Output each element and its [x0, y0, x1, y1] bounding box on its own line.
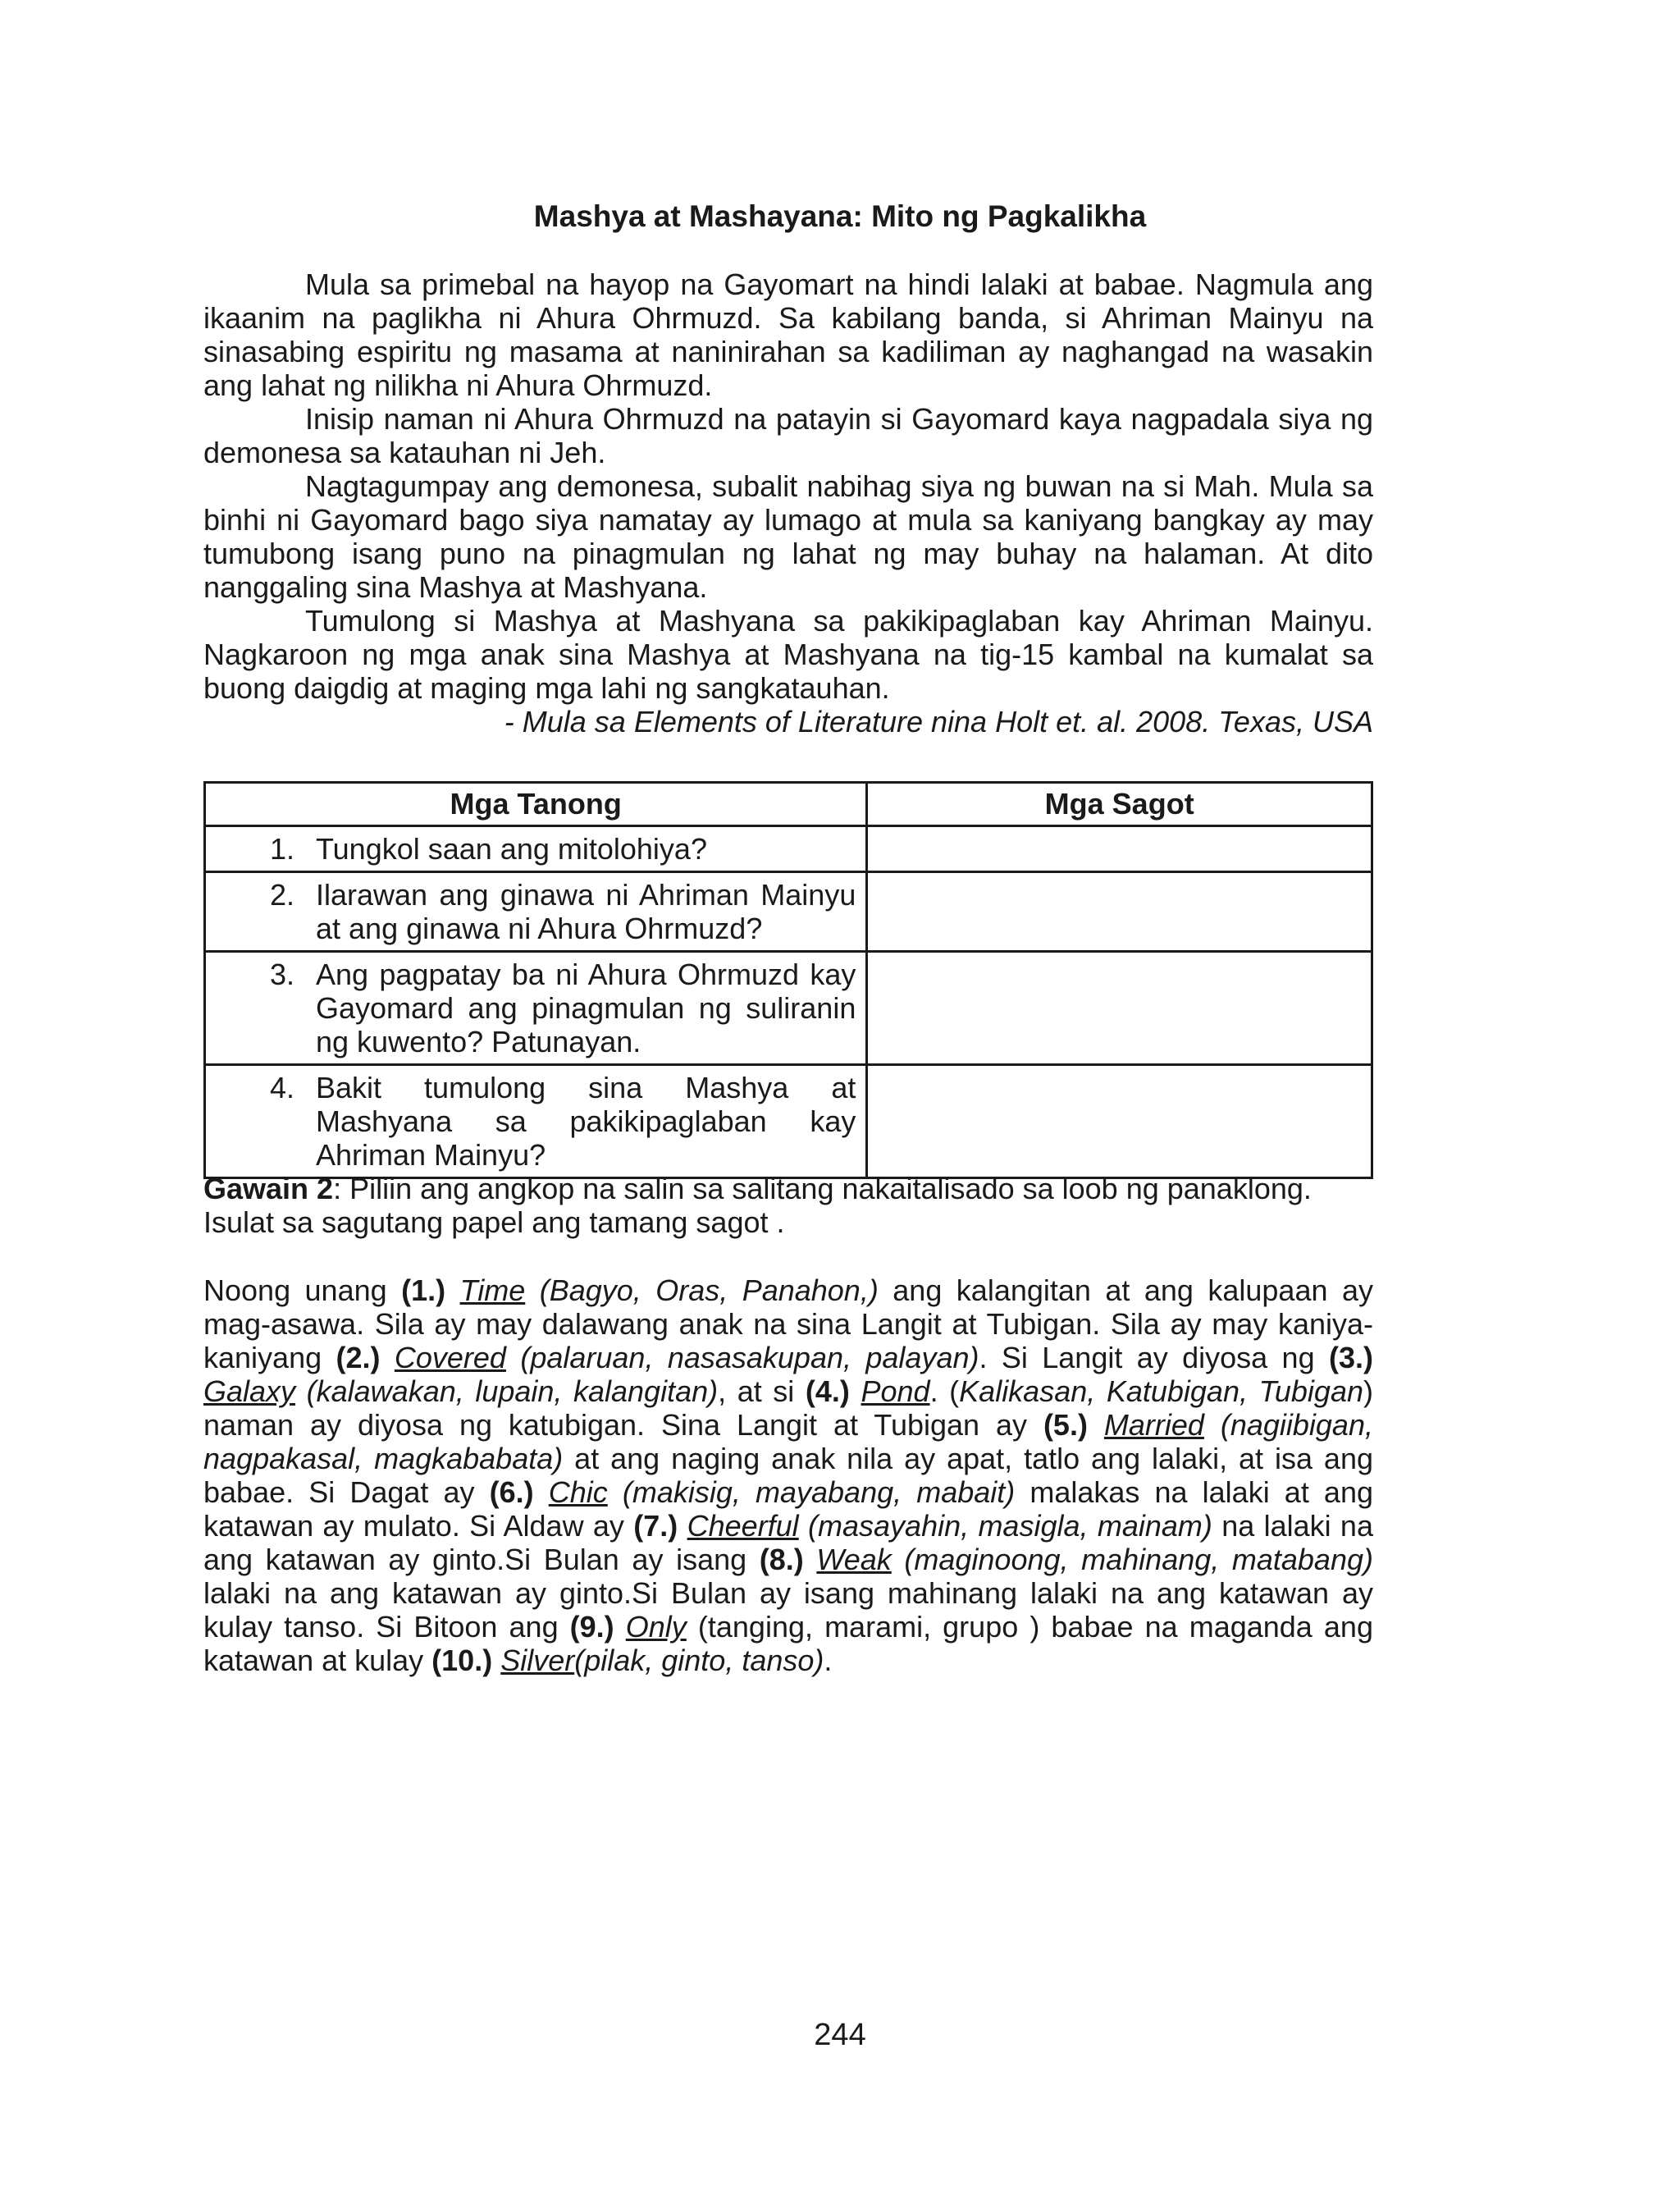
question-text: Bakit tumulong sina Mashya at Mashyana sa pakikipaglaban kay Ahriman Mainyu?	[316, 1071, 856, 1172]
cloze-text: babae na maganda ang katawan at kulay	[203, 1610, 1373, 1677]
story-paragraph: Inisip naman ni Ahura Ohrmuzd na patayin si Gayomard kaya nagpadala siya ng demonesa sa katauhan ni Jeh.	[203, 402, 1373, 469]
answer-blank[interactable]: Cheerful	[687, 1509, 799, 1543]
cloze-text: malakas na lalaki at ang katawan ay mulato. Si Aldaw ay	[203, 1475, 1373, 1543]
question-number: 3.	[269, 958, 294, 991]
blank-number: (8.)	[759, 1543, 804, 1576]
choice-options: (tanging, marami, grupo )	[697, 1610, 1040, 1644]
questions-header: Mga Tanong	[205, 783, 867, 826]
question-number: 4.	[269, 1071, 294, 1104]
table-row	[205, 826, 1372, 872]
cloze-text: , at si	[718, 1374, 806, 1408]
blank-number: (2.)	[336, 1341, 381, 1374]
answer-blank[interactable]: Silver	[500, 1644, 575, 1677]
cloze-text: ang kalangitan at ang kalupaan ay mag-asawa. Sila ay may dalawang anak na sina Langit at Tubigan. Sila ay may kaniya-kaniyang	[203, 1273, 1373, 1374]
page-title: Mashya at Mashayana: Mito ng Pagkalikha	[533, 199, 1147, 233]
choice-options: Kalikasan, Katubigan, Tubigan	[959, 1374, 1363, 1408]
answer-cell[interactable]	[867, 952, 1372, 1065]
question-cell	[205, 952, 867, 1065]
cloze-passage	[203, 1273, 1373, 1677]
answer-blank[interactable]: Time	[459, 1273, 526, 1307]
choice-options: (kalawakan, lupain, kalangitan)	[306, 1374, 719, 1408]
cloze-text: lalaki na ang katawan ay ginto.Si Bulan ay isang mahinang lalaki na ang katawan ay kulay tanso. Si Bitoon ang	[203, 1576, 1373, 1644]
cloze-text: . Si Langit ay diyosa ng	[979, 1341, 1329, 1374]
answer-blank[interactable]: Covered	[394, 1341, 506, 1374]
story-paragraph: Tumulong si Mashya at Mashyana sa pakikipaglaban kay Ahriman Mainyu. Nagkaroon ng mga anak sina Mashya at Mashyana na tig-15 kambal na kumalat sa buong daigdig at maging mga lahi ng sangkatauhan.	[203, 604, 1373, 705]
blank-number: (4.)	[805, 1374, 850, 1408]
cloze-text: Noong unang	[203, 1273, 402, 1307]
question-text: Tungkol saan ang mitolohiya?	[316, 832, 707, 866]
blank-number: (5.)	[1043, 1408, 1088, 1442]
table-row	[205, 872, 1372, 952]
answer-blank[interactable]: Pond	[861, 1374, 930, 1408]
table-row	[205, 952, 1372, 1065]
cloze-text: . (	[929, 1374, 960, 1408]
task-2-instructions	[203, 1172, 1373, 1239]
answer-blank[interactable]: Married	[1103, 1408, 1204, 1442]
cloze-text: at ang naging anak nila ay apat, tatlo ang lalaki, at isa ang babae. Si Dagat ay	[203, 1442, 1373, 1509]
question-cell	[205, 826, 867, 872]
choice-options: (nagiibigan, nagpakasal, magkababata)	[203, 1408, 1373, 1475]
question-number: 2.	[269, 878, 294, 912]
cloze-text: .	[824, 1644, 833, 1677]
question-text: Ang pagpatay ba ni Ahura Ohrmuzd kay Gayomard ang pinagmulan ng suliranin ng kuwento? Patunayan.	[316, 958, 856, 1058]
task-2-label: Gawain 2	[203, 1172, 334, 1205]
answer-blank[interactable]: Weak	[816, 1543, 892, 1576]
cloze-text: ) naman ay diyosa ng katubigan. Sina Langit at Tubigan ay	[203, 1374, 1373, 1442]
cloze-text: na lalaki na ang katawan ay ginto.Si Bulan ay isang	[203, 1509, 1373, 1576]
blank-number: (6.)	[489, 1475, 534, 1509]
blank-number: (7.)	[633, 1509, 678, 1543]
blank-number: (10.)	[431, 1644, 493, 1677]
table-row	[205, 1065, 1372, 1178]
answer-blank[interactable]: Only	[625, 1610, 687, 1644]
blank-number: (1.)	[401, 1273, 446, 1307]
story-text	[203, 267, 1373, 738]
task-2-text: : Piliin ang angkop na salin sa salitang nakaitalisado sa loob ng panaklong. Isulat sa sagutang papel ang tamang sagot .	[203, 1172, 1312, 1239]
answer-cell[interactable]	[867, 1065, 1372, 1178]
blank-number: (3.)	[1328, 1341, 1373, 1374]
question-number: 1.	[269, 832, 294, 866]
question-cell	[205, 872, 867, 952]
questions-table	[203, 781, 1373, 1179]
page-number: 244	[814, 2018, 866, 2052]
story-source: - Mula sa Elements of Literature nina Holt et. al. 2008. Texas, USA	[504, 705, 1373, 738]
choice-options: (Bagyo, Oras, Panahon,)	[539, 1273, 879, 1307]
choice-options: (pilak, ginto, tanso)	[574, 1644, 824, 1677]
choice-options: (masayahin, masigla, mainam)	[808, 1509, 1212, 1543]
answers-header: Mga Sagot	[867, 783, 1372, 826]
answer-blank[interactable]: Chic	[548, 1475, 608, 1509]
choice-options: (palaruan, nasasakupan, palayan)	[520, 1341, 979, 1374]
answer-cell[interactable]	[867, 872, 1372, 952]
story-paragraph: Nagtagumpay ang demonesa, subalit nabihag siya ng buwan na si Mah. Mula sa binhi ni Gayomard bago siya namatay ay lumago at mula sa kaniyang bangkay ay may tumubong isang puno na pinagmulan ng lahat ng may buhay na halaman. At dito nanggaling sina Mashya at Mashyana.	[203, 469, 1373, 604]
choice-options: (maginoong, mahinang, matabang)	[904, 1543, 1373, 1576]
answer-blank[interactable]: Galaxy	[203, 1374, 296, 1408]
blank-number: (9.)	[569, 1610, 614, 1644]
table-header-row	[205, 783, 1372, 826]
question-cell	[205, 1065, 867, 1178]
choice-options: (makisig, mayabang, mabait)	[622, 1475, 1016, 1509]
story-paragraph: Mula sa primebal na hayop na Gayomart na hindi lalaki at babae. Nagmula ang ikaanim na paglikha ni Ahura Ohrmuzd. Sa kabilang banda, si Ahriman Mainyu na sinasabing espiritu ng masama at naninirahan sa kadiliman ay naghangad na wasakin ang lahat ng nilikha ni Ahura Ohrmuzd.	[203, 267, 1373, 402]
question-text: Ilarawan ang ginawa ni Ahriman Mainyu at ang ginawa ni Ahura Ohrmuzd?	[316, 878, 856, 945]
answer-cell[interactable]	[867, 826, 1372, 872]
